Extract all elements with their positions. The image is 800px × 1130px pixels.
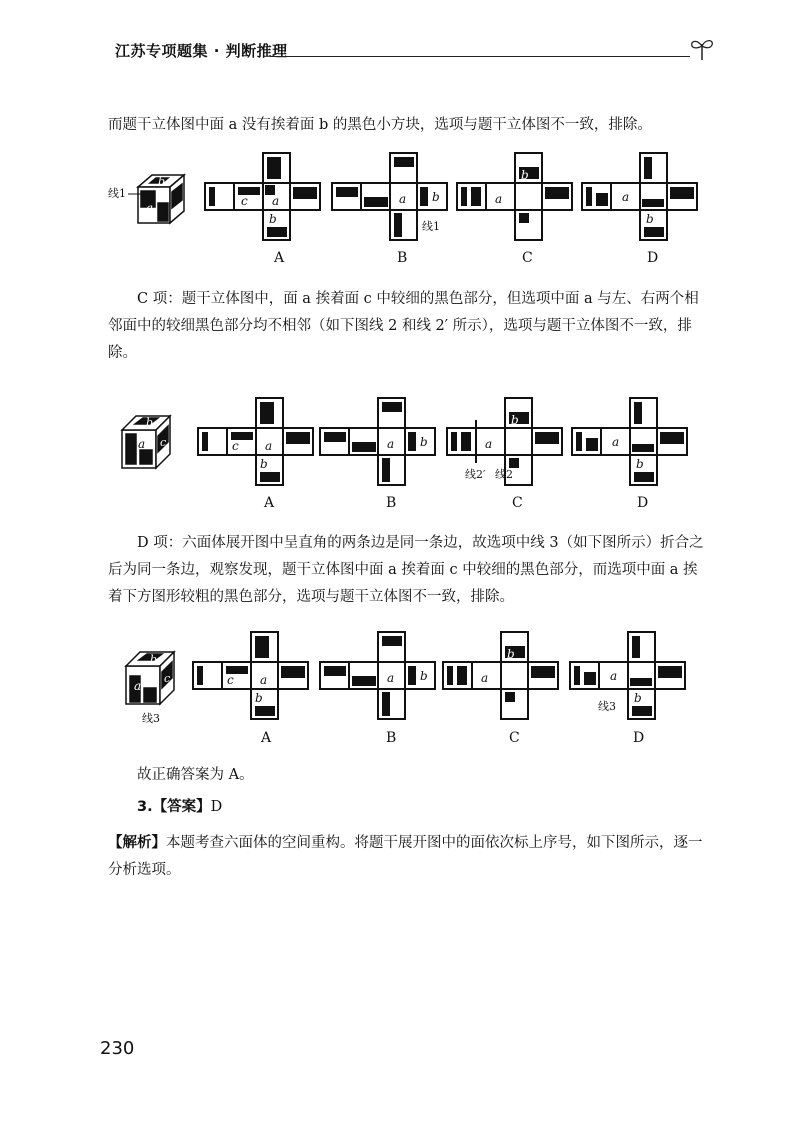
fig2-line-label-1: 线2′ xyxy=(465,468,486,481)
svg-text:b: b xyxy=(634,691,642,705)
fig3-option-b-label: B xyxy=(386,730,397,746)
figure-2 xyxy=(0,390,800,515)
svg-text:a: a xyxy=(481,671,489,685)
svg-text:a: a xyxy=(485,437,493,451)
net-option-d xyxy=(570,632,685,719)
analysis-label: 【解析】 xyxy=(108,835,166,851)
analysis-paragraph xyxy=(108,830,708,884)
svg-text:b: b xyxy=(255,691,263,705)
answer-label: 3.【答案】 xyxy=(137,799,211,815)
net-option-b xyxy=(320,632,435,719)
svg-text:c: c xyxy=(164,672,171,685)
fig1-option-a-label: A xyxy=(274,250,285,266)
cube-figure xyxy=(122,416,170,468)
svg-text:b: b xyxy=(646,212,654,226)
analysis-text: 本题考查六面体的空间重构。将题干展开图中的面依次标上序号，如下图所示，逐一分析选项。 xyxy=(108,835,703,878)
net-option-c xyxy=(443,632,558,719)
cube-figure xyxy=(138,175,184,223)
net-option-a xyxy=(198,398,313,485)
net-option-c xyxy=(447,398,562,485)
fig2-line-label-2: 线2 xyxy=(495,468,513,481)
svg-text:a: a xyxy=(387,437,395,451)
cube-figure xyxy=(126,652,174,704)
svg-text:a: a xyxy=(387,671,395,685)
figure-3 xyxy=(0,628,800,753)
header-rule xyxy=(270,56,690,57)
fig1-sub-label: 线1 xyxy=(422,220,440,233)
fig3-line-label: 线3 xyxy=(142,712,160,725)
svg-text:c: c xyxy=(241,194,248,208)
svg-text:b: b xyxy=(511,413,519,427)
page-number: 230 xyxy=(100,1038,135,1059)
svg-text:b: b xyxy=(269,212,277,226)
svg-text:a: a xyxy=(146,201,154,215)
answer-value: D xyxy=(210,799,223,815)
svg-text:c: c xyxy=(173,186,180,199)
net-option-b xyxy=(332,153,447,240)
paragraph-1: 而题干立体图中面 a 没有挨着面 b 的黑色小方块，选项与题干立体图不一致，排除。 xyxy=(108,117,652,133)
svg-text:a: a xyxy=(138,437,146,451)
svg-text:b: b xyxy=(432,190,440,204)
svg-text:a: a xyxy=(260,673,268,687)
svg-text:c: c xyxy=(160,436,167,449)
header-title: 江苏专项题集 · 判断推理 xyxy=(115,42,288,60)
paragraph-4: 故正确答案为 A。 xyxy=(137,767,254,783)
fig1-option-b-label: B xyxy=(397,250,408,266)
svg-text:a: a xyxy=(495,192,503,206)
fig2-option-d-label: D xyxy=(637,495,649,511)
svg-text:b: b xyxy=(521,168,529,182)
svg-text:b: b xyxy=(636,457,644,471)
fig1-line-label: 线1 xyxy=(108,187,126,200)
fig3-option-c-label: C xyxy=(509,730,520,746)
net-option-a xyxy=(205,153,320,240)
fig2-option-a-label: A xyxy=(264,495,275,511)
net-option-a xyxy=(193,632,308,719)
svg-text:c: c xyxy=(232,439,239,453)
fig3-option-a-label: A xyxy=(261,730,272,746)
svg-text:b: b xyxy=(158,175,166,188)
svg-text:b: b xyxy=(507,647,515,661)
svg-text:b: b xyxy=(146,416,154,429)
svg-text:a: a xyxy=(612,435,620,449)
fig3-option-d-label: D xyxy=(633,730,645,746)
svg-text:c: c xyxy=(227,673,234,687)
figure-1 xyxy=(0,150,800,275)
svg-text:a: a xyxy=(622,190,630,204)
fig2-option-b-label: B xyxy=(386,495,397,511)
net-option-d xyxy=(582,153,697,240)
svg-text:a: a xyxy=(610,669,618,683)
svg-text:b: b xyxy=(420,435,428,449)
svg-text:b: b xyxy=(150,653,158,666)
svg-text:a: a xyxy=(265,439,273,453)
fig1-option-c-label: C xyxy=(522,250,533,266)
svg-text:b: b xyxy=(260,457,268,471)
net-option-c xyxy=(457,153,572,240)
paragraph-3: D 项：六面体展开图中呈直角的两条边是同一条边，故选项中线 3（如下图所示）折合之后为同一条边，观察发现，题干立体图中面 a 挨着面 c 中较细的黑色部分，而选项中面 a 挨着下方图形较粗的黑色部分，选项与题干立体图不一致，排除。 xyxy=(108,535,704,605)
answer-line xyxy=(108,794,708,821)
fig3-sub-label: 线3 xyxy=(598,700,616,713)
fig2-option-c-label: C xyxy=(512,495,523,511)
svg-text:a: a xyxy=(134,679,142,693)
fig1-option-d-label: D xyxy=(647,250,659,266)
net-option-d xyxy=(572,398,687,485)
sprout-icon xyxy=(688,34,716,62)
svg-text:a: a xyxy=(399,192,407,206)
svg-text:a: a xyxy=(272,194,280,208)
net-option-b xyxy=(320,398,435,485)
paragraph-2: C 项：题干立体图中，面 a 挨着面 c 中较细的黑色部分，但选项中面 a 与左、右两个相邻面中的较细黑色部分均不相邻（如下图线 2 和线 2′ 所示），选项与题干立体图不一致，排除。 xyxy=(108,291,699,361)
svg-text:b: b xyxy=(420,669,428,683)
